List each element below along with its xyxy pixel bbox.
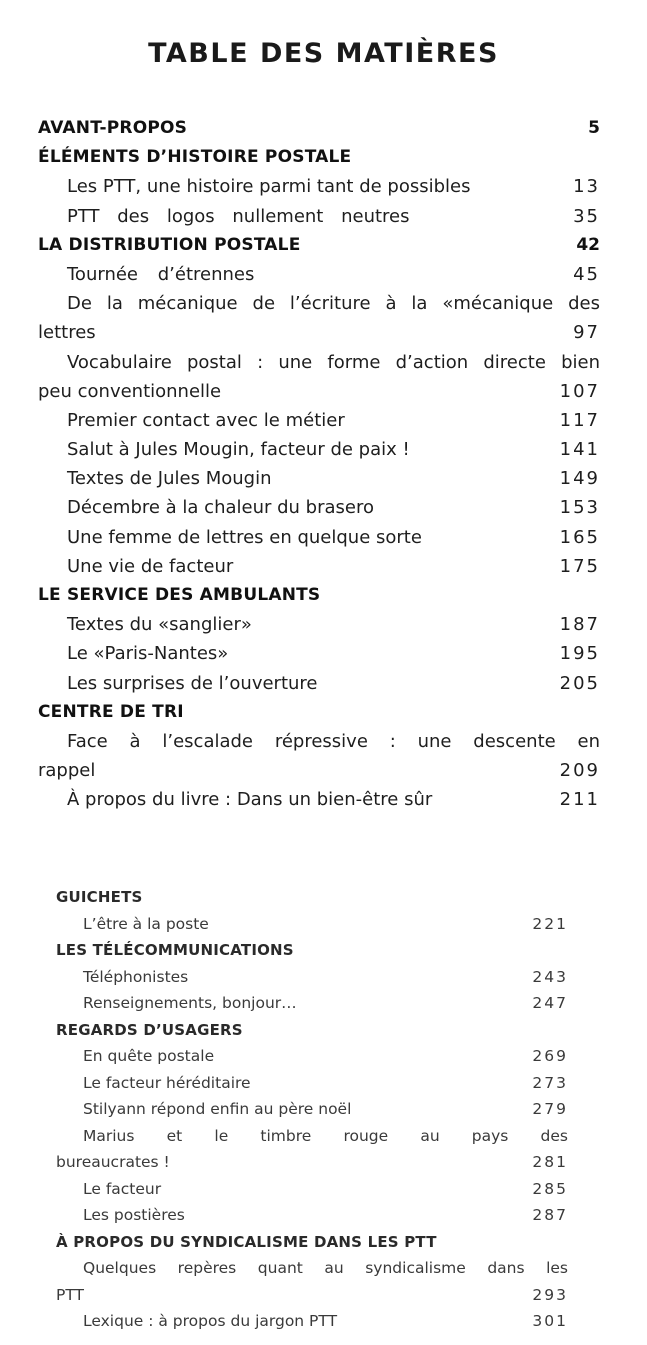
page-number: 205 [559,672,600,694]
toc-entry-wrapped [56,1255,568,1308]
entry-label: Le facteur héréditaire [83,1073,251,1092]
page-number: 97 [573,322,600,344]
toc-entry-wrapped [38,348,600,406]
entry-label: Renseignements, bonjour… [83,994,297,1012]
toc-entry [56,964,568,991]
page-number: 153 [559,497,600,519]
toc-section-avant-propos [38,114,600,143]
entry-label-line-2: rappel [38,760,96,782]
page-number: 45 [573,263,600,285]
toc-entry [38,493,600,522]
page-number: 269 [532,1047,568,1065]
toc-section-histoire-postale [38,143,600,172]
entry-label: Textes du «sanglier» [67,614,252,636]
section-label: AVANT-PROPOS [38,118,188,138]
page-title: TABLE DES MATIÈRES [148,38,499,69]
page-number: 141 [559,439,600,461]
page-number: 287 [532,1206,568,1224]
page-number: 117 [559,409,600,431]
toc-entry-wrapped [38,727,600,785]
entry-label: Lexique : à propos du jargon PTT [83,1312,338,1330]
entry-label-line-1: Marius et le timbre rouge au pays des [83,1126,568,1145]
entry-label-line-2: peu conventionnelle [38,380,222,402]
entry-label: Les PTT, une histoire parmi tant de possibles [67,176,471,198]
toc-section-syndicalisme [56,1229,568,1256]
section-label: GUICHETS [56,888,143,906]
entry-label: Les postières [83,1206,185,1224]
page-number: 273 [532,1073,568,1092]
entry-label: Une femme de lettres en quelque sorte [67,526,422,548]
toc-entry [56,990,568,1017]
page-number: 149 [559,468,600,490]
toc-entry [38,464,600,493]
page-number: 209 [559,760,600,782]
section-label: À PROPOS DU SYNDICALISME DANS LES PTT [56,1232,437,1251]
toc-entry [38,610,600,639]
section-label: LA DISTRIBUTION POSTALE [38,234,301,255]
entry-label: Le «Paris-Nantes» [67,643,229,665]
entry-label: Téléphonistes [83,967,189,986]
entry-label: Salut à Jules Mougin, facteur de paix ! [67,439,410,461]
toc-section-ambulants [38,581,600,610]
toc-entry [56,1308,568,1335]
entry-label: Une vie de facteur [67,555,234,577]
toc-entry-wrapped [38,289,600,347]
entry-label-line-2: PTT [56,1285,85,1304]
entry-label-line-1: Vocabulaire postal : une forme d’action directe bien [67,351,600,373]
section-label: LE SERVICE DES AMBULANTS [38,585,321,605]
toc-entry [56,1176,568,1203]
page-number: 301 [532,1312,568,1330]
entry-label-line-1: Face à l’escalade répressive : une descente en [67,730,600,752]
entry-label: En quête postale [83,1047,215,1065]
section-label: LES TÉLÉCOMMUNICATIONS [56,941,294,959]
page-number: 243 [532,967,568,986]
entry-label-line-1: De la mécanique de l’écriture à la «mécanique des [67,293,600,315]
toc-entry [56,1096,568,1123]
entry-label: Textes de Jules Mougin [67,468,272,490]
toc-entry [38,552,600,581]
toc-entry [38,523,600,552]
entry-label-line-1: Quelques repères quant au syndicalisme dans les [83,1259,568,1277]
page-number: 293 [532,1285,568,1304]
page-number: 281 [532,1153,568,1171]
entry-label: Décembre à la chaleur du brasero [67,497,374,519]
toc-entry [38,639,600,668]
page-number: 165 [559,526,600,548]
entry-label-line-2: bureaucrates ! [56,1153,170,1171]
entry-label: Stilyann répond enfin au père noël [83,1100,352,1118]
toc-entry [38,172,600,201]
toc-section-telecommunications [56,937,568,964]
entry-label: PTT des logos nullement neutres [67,205,410,227]
page-number: 5 [588,118,600,138]
page-number: 35 [573,205,600,227]
section-label: ÉLÉMENTS D’HISTOIRE POSTALE [38,147,352,168]
page-number: 175 [559,555,600,577]
entry-label: Les surprises de l’ouverture [67,672,318,694]
entry-label: Tournée d’étrennes [67,263,255,285]
page-number: 187 [559,614,600,636]
section-label: REGARDS D’USAGERS [56,1020,243,1039]
toc-entry [38,406,600,435]
toc-section-distribution-postale [38,231,600,260]
page-number: 13 [573,176,600,198]
page-number: 247 [532,994,568,1012]
toc-entry [38,435,600,464]
toc-entry-wrapped [56,1123,568,1176]
toc-entry [38,669,600,698]
toc-section-guichets [56,884,568,911]
toc-entry [38,785,600,814]
toc-section-regards-usagers [56,1017,568,1044]
table-of-contents-part-2 [56,884,568,1335]
toc-entry [38,260,600,289]
toc-entry [56,1202,568,1229]
page-number: 285 [532,1179,568,1198]
section-label: CENTRE DE TRI [38,701,184,722]
entry-label: Premier contact avec le métier [67,409,345,431]
page-number: 107 [559,380,600,402]
page-number: 211 [559,789,600,811]
table-of-contents-part-1 [38,114,600,815]
toc-entry [56,911,568,938]
entry-label: Le facteur [83,1179,162,1198]
page-number: 195 [559,643,600,665]
page-number: 221 [532,914,568,933]
entry-label: À propos du livre : Dans un bien-être sûr [67,789,433,811]
toc-entry [56,1070,568,1097]
toc-entry [38,202,600,231]
entry-label: L’être à la poste [83,914,209,933]
page-number: 42 [576,234,600,255]
page-number: 279 [532,1100,568,1118]
toc-entry [56,1043,568,1070]
entry-label-line-2: lettres [38,322,96,344]
toc-section-centre-de-tri [38,698,600,727]
